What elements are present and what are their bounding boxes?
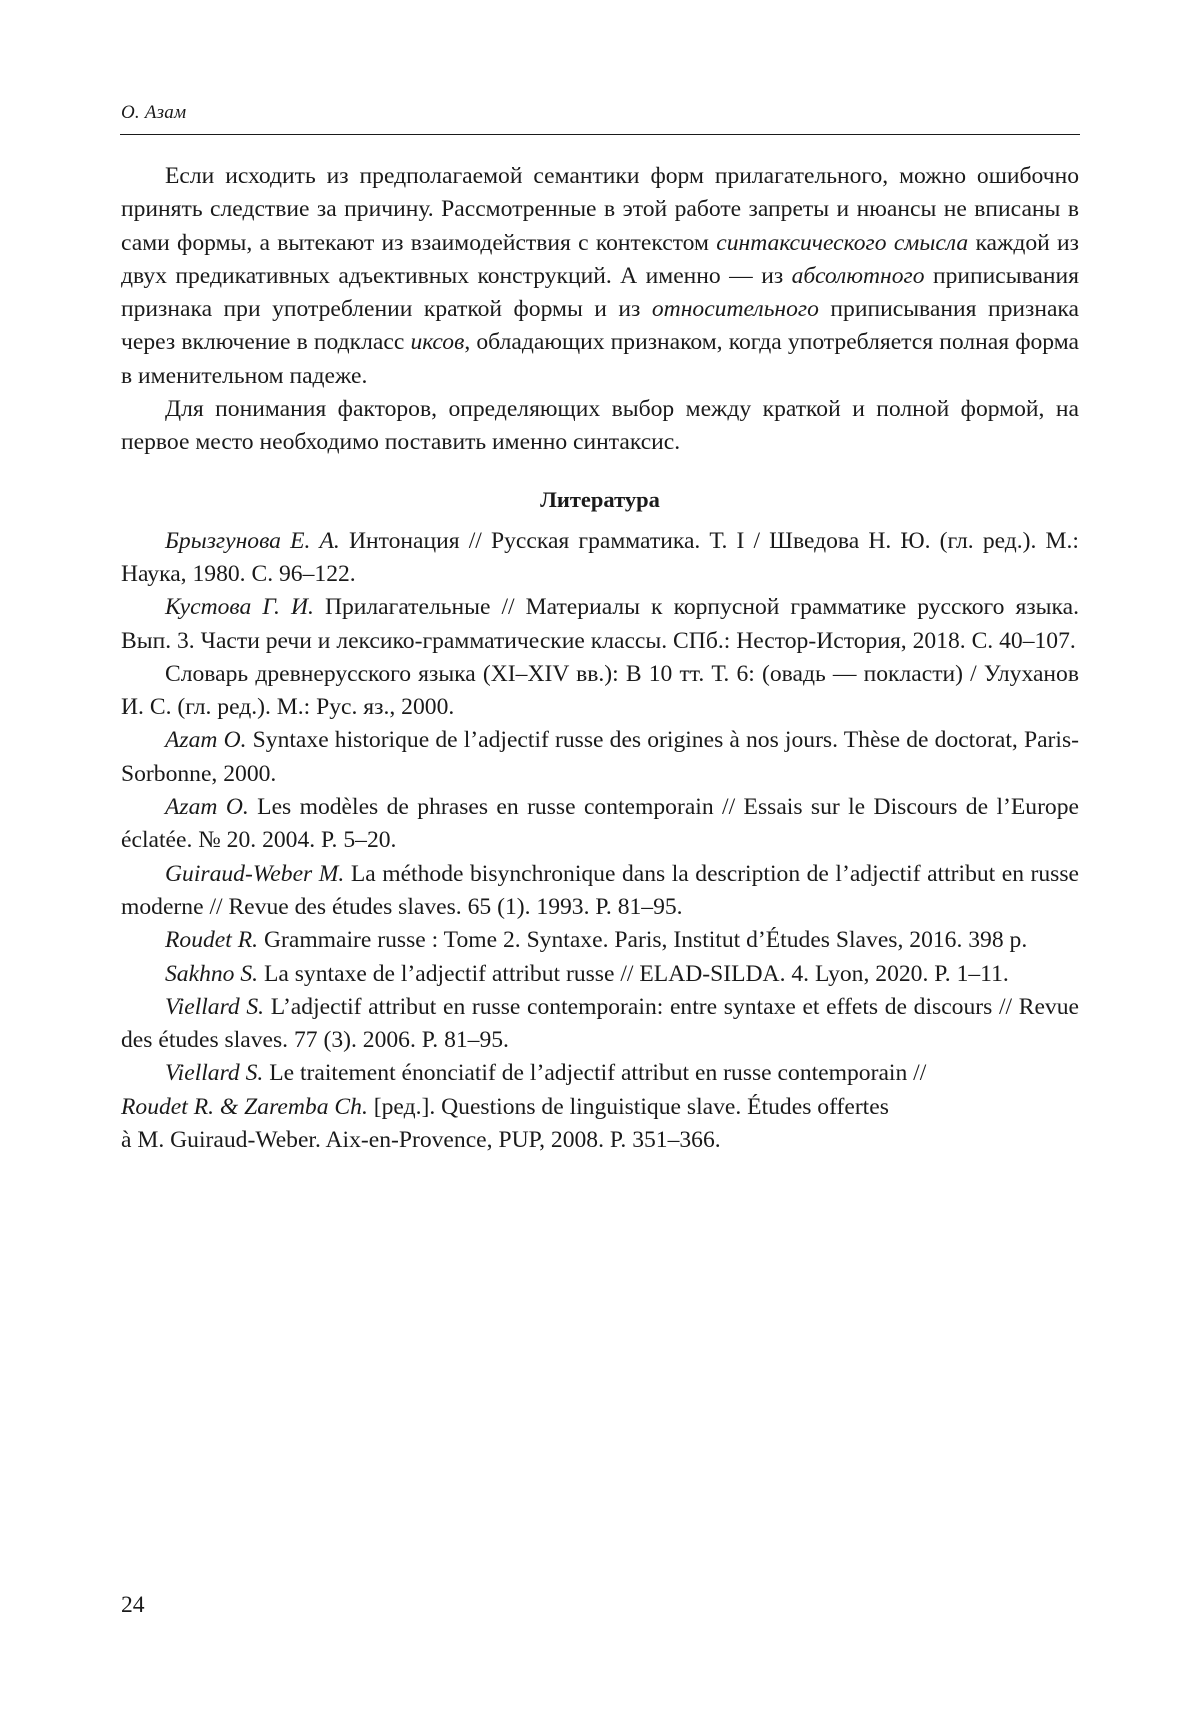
p1-text-2: каждой из двух предикативных адъективных конструкций. А именно — из	[121, 229, 1079, 289]
reference-item	[121, 924, 1079, 957]
reference-item	[121, 991, 1079, 1058]
reference-author: Брызгунова Е. А.	[165, 527, 340, 554]
reference-item	[121, 958, 1079, 991]
reference-item	[121, 591, 1079, 658]
reference-text: à M. Guiraud-Weber. Aix-en-Provence, PUP, 2008. P. 351–366.	[121, 1127, 721, 1154]
header-rule	[120, 134, 1080, 135]
reference-item	[121, 858, 1079, 925]
reference-text: Grammaire russe : Tome 2. Syntaxe. Paris, Institut d’Études Slaves, 2016. 398 p.	[258, 927, 1028, 954]
reference-author: Azam O.	[165, 794, 249, 821]
running-head-author: О. Азам	[121, 102, 187, 123]
reference-text: Les modèles de phrases en russe contemporain // Essais sur le Discours de l’Europe éclatée. № 20. 2004. P. 5–20.	[121, 794, 1080, 854]
reference-item	[121, 724, 1079, 791]
p1-emphasis-2: абсолютного	[791, 262, 925, 289]
reference-author: Кустова Г. И.	[165, 594, 314, 621]
reference-item-last	[121, 1057, 1079, 1157]
reference-text: Интонация // Русская грамматика. Т. I / Шведова Н. Ю. (гл. ред.). М.: Наука, 1980. С. 96–122.	[121, 527, 1079, 587]
reference-author: Roudet R.	[165, 927, 259, 954]
page-body	[121, 160, 1079, 1157]
reference-text: La syntaxe de l’adjectif attribut russe // ELAD-SILDA. 4. Lyon, 2020. P. 1–11.	[258, 960, 1009, 987]
body-paragraph-1	[121, 160, 1079, 393]
p1-text-1: Если исходить из предполагаемой семантики форм прилагательного, можно ошибочно принять следствие за причину. Рассмотренные в этой работе запреты и нюансы не вписаны в сами формы, а вытекают из взаимодействия с контекстом	[121, 163, 1079, 256]
reference-item	[121, 658, 1079, 725]
reference-text: L’adjectif attribut en russe contemporain: entre syntaxe et effets de discours // Revue des études slaves. 77 (3). 2006. P. 81–95.	[121, 993, 1079, 1054]
reference-author: Sakhno S.	[165, 960, 259, 987]
reference-item	[121, 791, 1079, 858]
reference-editors: Roudet R. & Zaremba Ch.	[121, 1093, 368, 1120]
reference-author: Azam O.	[165, 727, 247, 754]
reference-text: Syntaxe historique de l’adjectif russe des origines à nos jours. Thèse de doctorat, Paris-Sorbonne, 2000.	[121, 727, 1080, 787]
p1-text-4: приписывания признака через включение в подкласс	[121, 296, 1080, 356]
page-number: 24	[121, 1592, 145, 1618]
p1-text-3: приписывания признака при употреблении краткой формы и из	[121, 262, 1079, 323]
p1-emphasis-4: иксов	[410, 329, 465, 356]
reference-text: La méthode bisynchronique dans la description de l’adjectif attribut en russe moderne // Revue des études slaves. 65 (1). 1993. P. 81–95.	[121, 860, 1080, 920]
p1-emphasis-1: синтаксического смысла	[716, 229, 969, 256]
reference-item	[121, 525, 1079, 592]
p1-text-5: , обладающих признаком, когда употребляется полная форма в именительном падеже.	[121, 329, 1079, 389]
reference-author: Guiraud-Weber M.	[165, 860, 345, 887]
references-title: Литература	[540, 486, 660, 512]
reference-list	[121, 525, 1079, 1158]
p1-emphasis-3: относительного	[651, 296, 819, 323]
reference-text: Словарь древнерусского языка (XI–XIV вв.): В 10 тт. Т. 6: (овадь — покласти) / Улуханов И. С. (гл. ред.). М.: Рус. яз., 2000.	[121, 660, 1079, 721]
reference-author: Viellard S.	[165, 1060, 264, 1087]
reference-text: Le traitement énonciatif de l’adjectif attribut en russe contemporain //	[263, 1060, 927, 1087]
reference-text: [ред.]. Questions de linguistique slave. Études offertes	[367, 1093, 889, 1120]
reference-author: Viellard S.	[165, 993, 265, 1020]
body-paragraph-2: Для понимания факторов, определяющих выбор между краткой и полной формой, на первое место необходимо поставить именно синтаксис.	[121, 396, 1079, 456]
reference-text: Прилагательные // Материалы к корпусной грамматике русского языка. Вып. 3. Части речи и лексико-грамматические классы. СПб.: Нестор-История, 2018. С. 40–107.	[121, 594, 1079, 654]
